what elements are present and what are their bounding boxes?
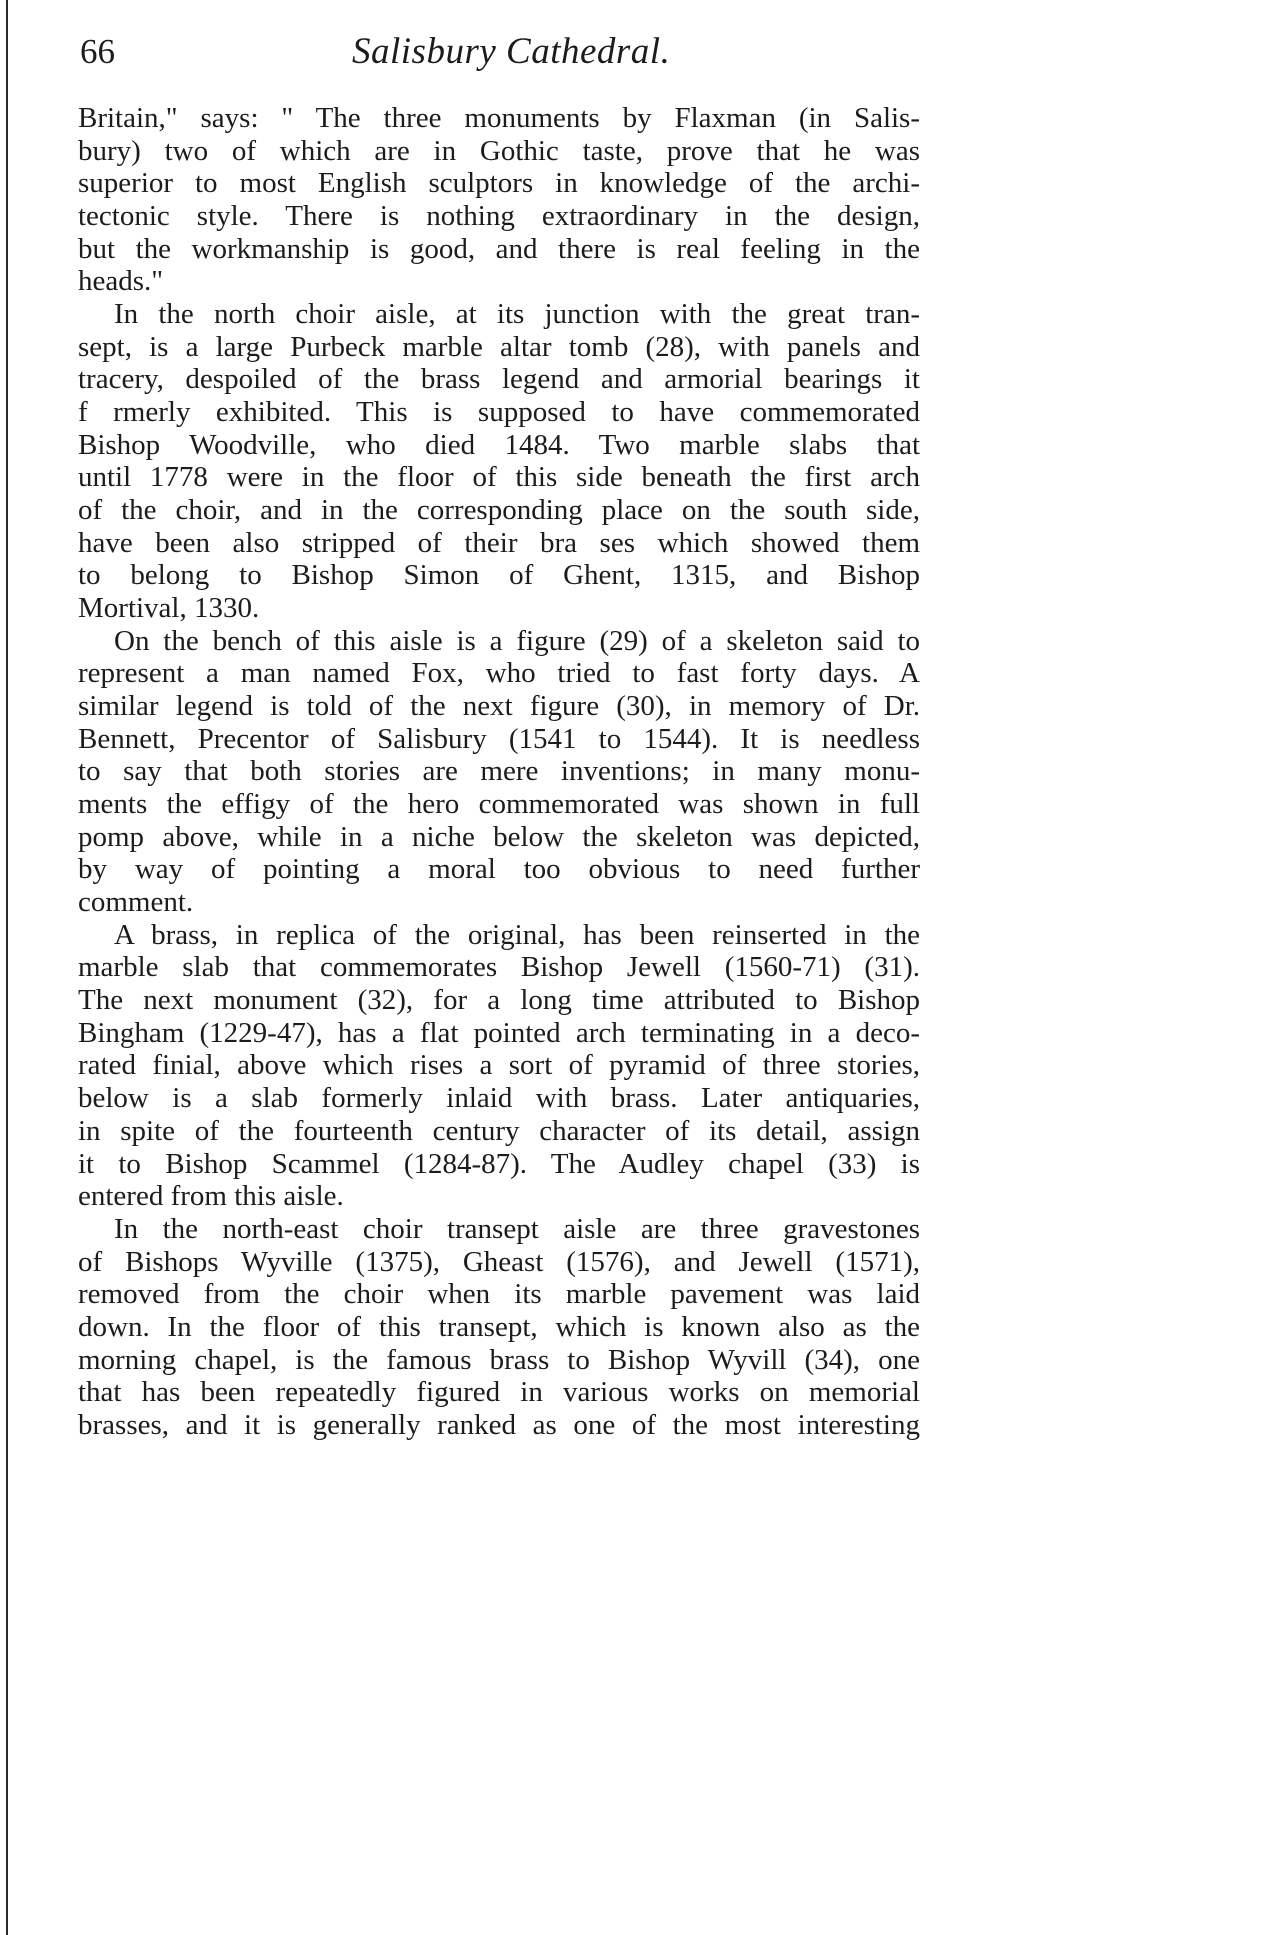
text-line: of the choir, and in the corresponding place on the south side, [78, 494, 920, 527]
text-line: bury) two of which are in Gothic taste, prove that he was [78, 134, 920, 167]
paragraph [78, 625, 920, 919]
text-line: until 1778 were in the floor of this side beneath the first arch [78, 461, 920, 494]
text-line: but the workmanship is good, and there is real feeling in the [78, 232, 920, 265]
text-line: entered from this aisle. [78, 1180, 344, 1213]
text-line: On the bench of this aisle is a figure (29) of a skeleton said to [114, 624, 920, 657]
text-line: sept, is a large Purbeck marble altar tomb (28), with panels and [78, 330, 920, 363]
text-line: Britain," says: " The three monuments by Flaxman (in Salis- [78, 102, 920, 134]
scan-page-edge [6, 0, 8, 1935]
paragraph [78, 298, 920, 625]
text-line: tracery, despoiled of the brass legend and armorial bearings it [78, 363, 920, 396]
text-line: morning chapel, is the famous brass to Bishop Wyvill (34), one [78, 1343, 920, 1376]
text-line: rated finial, above which rises a sort of pyramid of three stories, [78, 1049, 920, 1082]
text-line: tectonic style. There is nothing extraordinary in the design, [78, 200, 920, 233]
text-line: The next monument (32), for a long time attributed to Bishop [78, 984, 920, 1017]
text-line: Mortival, 1330. [78, 592, 260, 625]
paragraph [78, 102, 920, 298]
text-line: Bishop Woodville, who died 1484. Two marble slabs that [78, 428, 920, 461]
text-line: Bingham (1229-47), has a flat pointed arch terminating in a deco- [78, 1016, 920, 1049]
text-line: A brass, in replica of the original, has been reinserted in the [114, 918, 920, 951]
text-line: comment. [78, 886, 194, 919]
text-line: In the north choir aisle, at its junction with the great tran- [114, 298, 920, 331]
text-line: have been also stripped of their bra ses which showed them [78, 526, 920, 559]
text-line: f rmerly exhibited. This is supposed to have commemorated [78, 396, 920, 429]
text-line: pomp above, while in a niche below the skeleton was depicted, [78, 820, 920, 853]
text-line: that has been repeatedly figured in various works on memorial [78, 1376, 920, 1409]
text-line: in spite of the fourteenth century character of its detail, assign [78, 1114, 920, 1147]
paragraph [78, 1213, 920, 1442]
text-line: Bennett, Precentor of Salisbury (1541 to 1544). It is needless [78, 722, 920, 755]
body-text [78, 102, 920, 1442]
page-number: 66 [80, 32, 115, 71]
text-line: superior to most English sculptors in knowledge of the archi- [78, 167, 920, 200]
text-line: brasses, and it is generally ranked as one of the most interesting [78, 1408, 920, 1441]
text-line: In the north-east choir transept aisle are three gravestones [114, 1212, 920, 1245]
text-line: removed from the choir when its marble pavement was laid [78, 1278, 920, 1311]
paragraph [78, 919, 920, 1213]
text-line: it to Bishop Scammel (1284-87). The Audley chapel (33) is [78, 1147, 920, 1180]
text-line: marble slab that commemorates Bishop Jewell (1560-71) (31). [78, 951, 920, 984]
running-title: Salisbury Cathedral. [352, 31, 671, 72]
text-line: of Bishops Wyville (1375), Gheast (1576), and Jewell (1571), [78, 1245, 920, 1278]
text-line: represent a man named Fox, who tried to fast forty days. A [78, 657, 920, 690]
text-line: by way of pointing a moral too obvious to need further [78, 853, 920, 886]
text-line: to say that both stories are mere inventions; in many monu- [78, 755, 920, 788]
text-line: below is a slab formerly inlaid with brass. Later antiquaries, [78, 1082, 920, 1115]
text-line: down. In the floor of this transept, which is known also as the [78, 1310, 920, 1343]
text-line: similar legend is told of the next figure (30), in memory of Dr. [78, 690, 920, 723]
text-line: to belong to Bishop Simon of Ghent, 1315, and Bishop [78, 559, 920, 592]
text-line: heads." [78, 265, 164, 298]
text-line: ments the effigy of the hero commemorated was shown in full [78, 788, 920, 821]
